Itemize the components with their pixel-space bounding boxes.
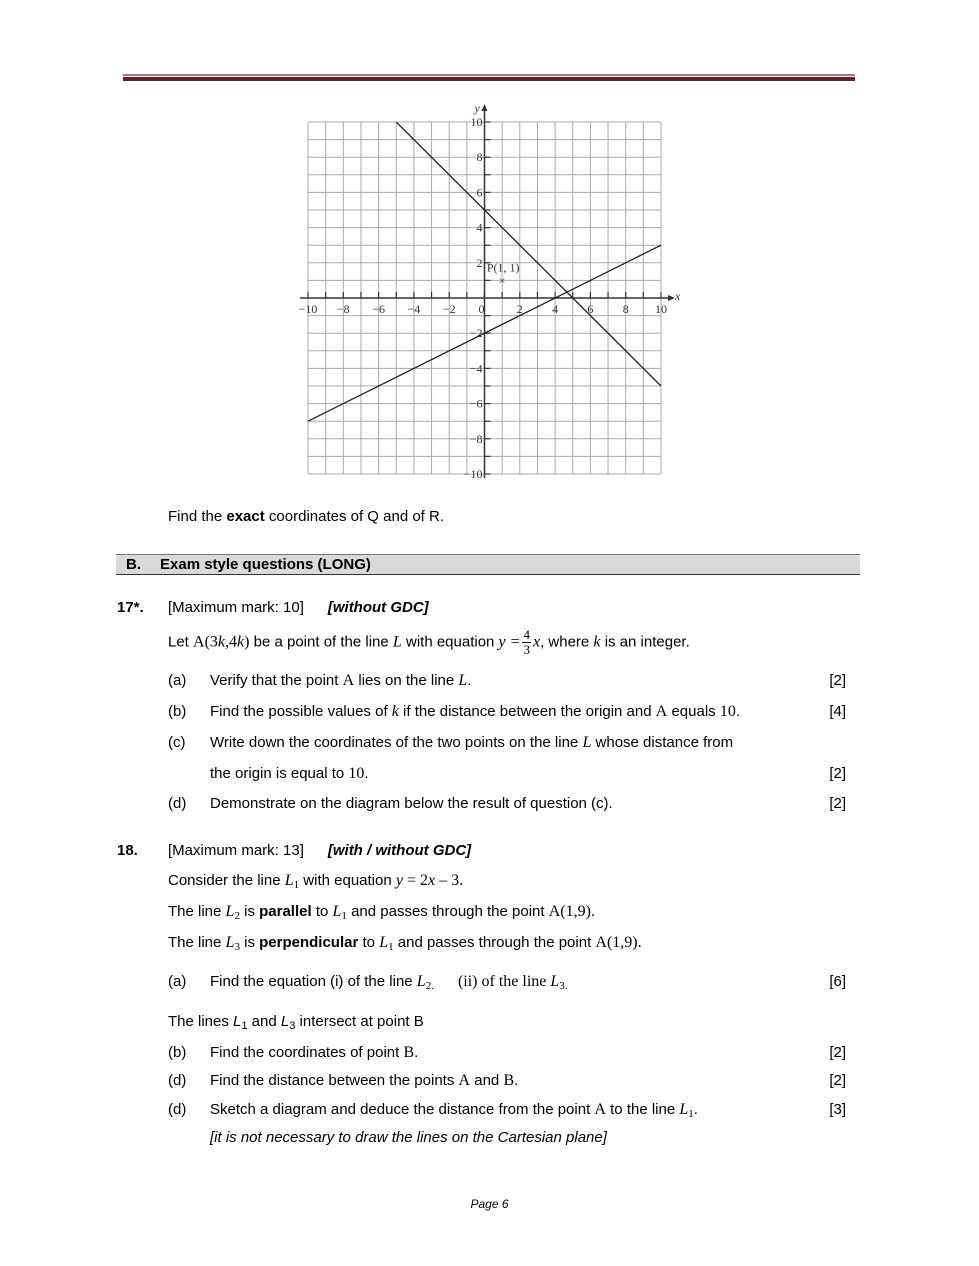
text-run: and passes through the point [346, 903, 549, 920]
text-run: 3. [559, 980, 568, 992]
text-run: equals [667, 703, 720, 720]
text-run: (ii) of the line [457, 973, 551, 990]
x-tick-label: −6 [372, 302, 385, 316]
text-run: Verify that the point [210, 672, 343, 689]
text-run: A(1,9). [548, 903, 595, 920]
x-tick-label: −2 [442, 302, 456, 316]
text-run: The line [168, 934, 226, 951]
text-run: [without GDC] [327, 599, 429, 616]
text-run: 10 [719, 703, 736, 720]
text-run: 1 [688, 1108, 694, 1120]
text-run: L [284, 872, 294, 889]
text-run: ,4 [225, 633, 238, 651]
text-run: . [414, 1044, 419, 1061]
text-run: . [364, 765, 369, 782]
part-label: (a) [168, 973, 187, 990]
text-run: 2 [234, 910, 240, 922]
text-run: Find the possible values of [210, 703, 392, 720]
text-run: [Maximum mark: 13] [168, 842, 304, 859]
text-run: [Maximum mark: 10] [168, 599, 304, 616]
text-run: to [311, 903, 333, 920]
text-run: and passes through the point [393, 934, 596, 951]
text-run: A [655, 703, 668, 720]
text-run: Find the equation (i) of the line [210, 973, 417, 990]
text-run: Find the coordinates of point [210, 1044, 404, 1061]
part-text [210, 1129, 607, 1147]
text-run: x [428, 872, 436, 889]
instruction-text [168, 508, 444, 526]
text-run: to the line [605, 1101, 680, 1118]
text-run: k [391, 703, 399, 720]
y-tick-label: −2 [469, 326, 483, 341]
text-run: whose distance from [591, 734, 734, 751]
text-run: . [735, 703, 741, 720]
y-tick-label: 2 [476, 255, 483, 270]
text-run: 10 [348, 765, 365, 782]
part-label: (d) [168, 1101, 187, 1118]
section-label: B. [126, 556, 141, 573]
text-run: Consider the line [168, 872, 285, 889]
text-run: 3 [289, 1020, 296, 1032]
text-run: Demonstrate on the diagram below the result of question (c). [210, 795, 613, 812]
part-mark: [2] [829, 795, 846, 812]
text-run: L [392, 633, 402, 651]
text-run: Find the [168, 508, 227, 525]
x-axis-arrow [668, 295, 675, 301]
text-run: k [593, 633, 601, 651]
text-run: L [379, 934, 389, 951]
text-run: and [247, 1013, 281, 1030]
y-tick-label: −4 [469, 361, 483, 376]
part-label: (b) [168, 1044, 187, 1061]
text-run: intersect at point B [295, 1013, 424, 1030]
text-run: x [532, 633, 541, 651]
y-tick-label: −6 [469, 396, 483, 411]
text-run: [with / without GDC] [327, 842, 472, 859]
text-run: is [239, 934, 260, 951]
text-run: 1 [293, 879, 300, 891]
part-text [210, 734, 733, 752]
part-text [210, 973, 568, 995]
part-text [210, 1072, 518, 1090]
text-run: . [467, 672, 472, 689]
text-run: L [225, 934, 235, 951]
text-run: the origin is equal to [210, 765, 349, 782]
part-text [210, 765, 369, 783]
text-run: 1 [341, 910, 347, 922]
text-run: Write down the coordinates of the two points on the line [210, 734, 583, 751]
x-tick-label: 8 [622, 302, 629, 316]
part-mark: [6] [829, 973, 846, 990]
x-tick-label: −10 [298, 302, 318, 316]
x-tick-label: 4 [552, 302, 559, 316]
question-number: 17*. [117, 599, 144, 616]
part-text [210, 795, 613, 813]
x-tick-label: 10 [655, 302, 667, 316]
part-mark: [2] [829, 1072, 846, 1089]
part-label: (d) [168, 795, 187, 812]
text-run: L [225, 903, 235, 920]
fraction-denominator: 3 [523, 642, 530, 657]
text-run: k [217, 633, 226, 651]
part-mark: [2] [829, 1044, 846, 1061]
text-run: L [233, 1013, 242, 1030]
text-run: L [679, 1101, 689, 1118]
text-run: Let [168, 633, 194, 651]
text-run: . [514, 1072, 519, 1089]
text-run: is [239, 903, 260, 920]
text-run: L [280, 1013, 290, 1030]
text-run: lies on the line [354, 672, 459, 689]
text-run: coordinates of Q and of R. [264, 508, 445, 525]
question-intro [168, 628, 690, 657]
point-label: P(1, 1) [486, 260, 520, 275]
part-text [210, 1101, 698, 1123]
text-run: y [395, 872, 403, 889]
y-tick-label: 8 [476, 150, 483, 165]
part-label: (b) [168, 703, 187, 720]
question-number: 18. [117, 842, 138, 859]
text-run: L [416, 973, 426, 990]
y-axis-label: y [474, 101, 480, 115]
y-tick-label: 4 [476, 220, 483, 235]
text-run: – 3. [435, 872, 464, 889]
text-run: ) [244, 633, 250, 651]
text-run: exact [226, 508, 265, 525]
text-run: if the distance between the origin and [398, 703, 656, 720]
question-header [168, 842, 471, 860]
text-run: L [550, 973, 560, 990]
text-run: L [458, 672, 468, 689]
fraction-numerator: 4 [523, 627, 530, 642]
section-title: Exam style questions (LONG) [160, 556, 371, 573]
y-tick-label: −10 [463, 467, 483, 481]
x-tick-label: −4 [407, 302, 421, 316]
x-tick-label: 0 [478, 302, 485, 316]
text-run: . [693, 1101, 698, 1118]
part-label: (c) [168, 734, 186, 751]
text-run: perpendicular [259, 934, 359, 951]
text-run: The lines [168, 1013, 234, 1030]
text-run: A [342, 672, 355, 689]
text-run: to [358, 934, 380, 951]
text-run: parallel [259, 903, 312, 920]
text-run: Find the distance between the points [210, 1072, 459, 1089]
text-run: be a point of the line [249, 633, 393, 651]
y-tick-label: −8 [469, 431, 483, 446]
text-run: The line [168, 903, 226, 920]
text-run: A(3 [193, 633, 218, 651]
part-mark: [2] [829, 672, 846, 689]
part-label: (a) [168, 672, 187, 689]
question-note [168, 1013, 424, 1035]
text-run: L [582, 734, 592, 751]
question-statement [168, 872, 463, 894]
page-number: Page 6 [470, 1197, 509, 1211]
text-run: , where [540, 633, 594, 651]
y-tick-label: 10 [470, 115, 483, 129]
part-mark: [4] [829, 703, 846, 720]
series-line-1 [396, 122, 661, 386]
text-run: 3 [234, 941, 240, 953]
text-run: k [237, 633, 245, 651]
section-header [116, 554, 860, 575]
question-header [168, 599, 429, 617]
text-run: B [403, 1044, 415, 1061]
question-statement [168, 934, 642, 956]
text-run: A [594, 1101, 606, 1118]
text-run: L [332, 903, 342, 920]
text-run: A [458, 1072, 471, 1089]
text-run: with equation [299, 872, 396, 889]
text-run: [it is not necessary to draw the lines on the Cartesian plane] [210, 1129, 607, 1146]
text-run: and [470, 1072, 504, 1089]
x-tick-label: 6 [587, 302, 594, 316]
text-run: 1 [241, 1020, 248, 1032]
part-text [210, 672, 471, 690]
part-text [210, 703, 740, 721]
cartesian-graph [0, 0, 979, 500]
question-statement [168, 903, 595, 925]
text-run: y = [498, 633, 521, 651]
part-label: (d) [168, 1072, 187, 1089]
x-axis-label: x [675, 289, 681, 303]
text-run: is an integer. [600, 633, 690, 651]
point-marker: × [498, 273, 506, 288]
fraction [522, 628, 531, 657]
part-text [210, 1044, 418, 1062]
y-axis-arrow [482, 104, 488, 111]
text-run: B [503, 1072, 515, 1089]
y-tick-label: 6 [476, 185, 483, 200]
text-run: 2. [425, 980, 434, 992]
part-mark: [2] [829, 765, 846, 782]
x-tick-label: −8 [336, 302, 350, 316]
x-tick-label: 2 [516, 302, 523, 316]
text-run: = 2 [402, 872, 429, 889]
text-run: with equation [401, 633, 499, 651]
text-run: 1 [388, 941, 394, 953]
text-run: A(1,9). [595, 934, 642, 951]
part-mark: [3] [829, 1101, 846, 1118]
text-run: Sketch a diagram and deduce the distance from the point [210, 1101, 595, 1118]
